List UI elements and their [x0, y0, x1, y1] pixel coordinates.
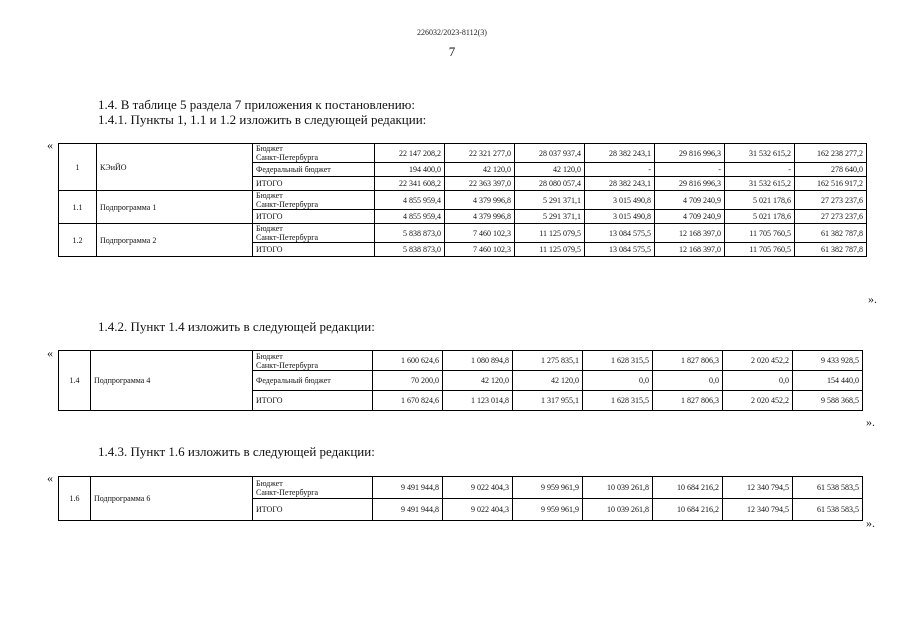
- year-value-cell: 1 827 806,3: [653, 391, 723, 411]
- item-number: 1.1: [59, 191, 97, 224]
- closing-quote: ».: [868, 292, 877, 306]
- total-value-cell: 162 238 277,2: [795, 144, 867, 163]
- table-row: [59, 351, 863, 371]
- year-value-cell: 5 838 873,0: [375, 243, 445, 257]
- budget-table-items-1-1.2: [58, 143, 867, 257]
- funding-source: ИТОГО: [253, 391, 373, 411]
- opening-quote: «: [47, 138, 53, 152]
- year-value-cell: 29 816 996,3: [655, 144, 725, 163]
- opening-quote: «: [47, 346, 53, 360]
- year-value-cell: 2 020 452,2: [723, 351, 793, 371]
- year-value-cell: 1 600 624,6: [373, 351, 443, 371]
- year-value-cell: 3 015 490,8: [585, 210, 655, 224]
- year-value-cell: 28 037 937,4: [515, 144, 585, 163]
- year-value-cell: 1 670 824,6: [373, 391, 443, 411]
- funding-source: Бюджет Санкт-Петербурга: [253, 144, 375, 163]
- item-number: 1.2: [59, 224, 97, 257]
- closing-quote: ».: [866, 415, 875, 429]
- year-value-cell: 22 341 608,2: [375, 177, 445, 191]
- total-value-cell: 27 273 237,6: [795, 210, 867, 224]
- opening-quote: «: [47, 471, 53, 485]
- year-value-cell: 4 709 240,9: [655, 210, 725, 224]
- year-value-cell: 5 021 178,6: [725, 191, 795, 210]
- year-value-cell: 22 147 208,2: [375, 144, 445, 163]
- budget-table-item-1-4: [58, 350, 863, 411]
- year-value-cell: 5 291 371,1: [515, 210, 585, 224]
- item-number: 1: [59, 144, 97, 191]
- year-value-cell: 1 317 955,1: [513, 391, 583, 411]
- funding-source: ИТОГО: [253, 177, 375, 191]
- total-value-cell: 9 433 928,5: [793, 351, 863, 371]
- year-value-cell: 10 684 216,2: [653, 477, 723, 499]
- table-row: [59, 477, 863, 499]
- year-value-cell: 4 379 996,8: [445, 210, 515, 224]
- table-row: [59, 144, 867, 163]
- year-value-cell: 9 959 961,9: [513, 499, 583, 521]
- funding-source: Федеральный бюджет: [253, 163, 375, 177]
- year-value-cell: 12 340 794,5: [723, 477, 793, 499]
- closing-quote: ».: [866, 516, 875, 530]
- year-value-cell: 7 460 102,3: [445, 224, 515, 243]
- year-value-cell: 11 705 760,5: [725, 224, 795, 243]
- item-name: Подпрограмма 6: [91, 477, 253, 521]
- year-value-cell: 4 709 240,9: [655, 191, 725, 210]
- funding-source: Бюджет Санкт-Петербурга: [253, 351, 373, 371]
- year-value-cell: -: [725, 163, 795, 177]
- total-value-cell: 278 640,0: [795, 163, 867, 177]
- year-value-cell: 28 382 243,1: [585, 144, 655, 163]
- year-value-cell: 13 084 575,5: [585, 224, 655, 243]
- year-value-cell: 9 491 944,8: [373, 499, 443, 521]
- item-name: Подпрограмма 2: [97, 224, 253, 257]
- budget-table-item-1-6: [58, 476, 863, 521]
- page-number: 7: [448, 44, 456, 59]
- funding-source: Бюджет Санкт-Петербурга: [253, 224, 375, 243]
- year-value-cell: 4 379 996,8: [445, 191, 515, 210]
- year-value-cell: 13 084 575,5: [585, 243, 655, 257]
- year-value-cell: 12 340 794,5: [723, 499, 793, 521]
- total-value-cell: 61 382 787,8: [795, 243, 867, 257]
- funding-source: Федеральный бюджет: [253, 371, 373, 391]
- year-value-cell: 28 382 243,1: [585, 177, 655, 191]
- year-value-cell: 10 684 216,2: [653, 499, 723, 521]
- paragraph-1-4-2: 1.4.2. Пункт 1.4 изложить в следующей редакции:: [98, 319, 375, 334]
- item-name: Подпрограмма 4: [91, 351, 253, 411]
- year-value-cell: 9 022 404,3: [443, 499, 513, 521]
- year-value-cell: 5 021 178,6: [725, 210, 795, 224]
- year-value-cell: 22 363 397,0: [445, 177, 515, 191]
- total-value-cell: 162 516 917,2: [795, 177, 867, 191]
- total-value-cell: 61 382 787,8: [795, 224, 867, 243]
- year-value-cell: 28 080 057,4: [515, 177, 585, 191]
- year-value-cell: 42 120,0: [513, 371, 583, 391]
- funding-source: Бюджет Санкт-Петербурга: [253, 477, 373, 499]
- year-value-cell: 1 827 806,3: [653, 351, 723, 371]
- total-value-cell: 61 538 583,5: [793, 499, 863, 521]
- item-number: 1.4: [59, 351, 91, 411]
- year-value-cell: 29 816 996,3: [655, 177, 725, 191]
- year-value-cell: 42 120,0: [443, 371, 513, 391]
- year-value-cell: 1 628 315,5: [583, 391, 653, 411]
- year-value-cell: 5 838 873,0: [375, 224, 445, 243]
- year-value-cell: 4 855 959,4: [375, 191, 445, 210]
- table-row: [59, 224, 867, 243]
- year-value-cell: 0,0: [723, 371, 793, 391]
- year-value-cell: 7 460 102,3: [445, 243, 515, 257]
- year-value-cell: 2 020 452,2: [723, 391, 793, 411]
- funding-source: ИТОГО: [253, 499, 373, 521]
- total-value-cell: 27 273 237,6: [795, 191, 867, 210]
- year-value-cell: 1 628 315,5: [583, 351, 653, 371]
- year-value-cell: -: [655, 163, 725, 177]
- year-value-cell: 194 400,0: [375, 163, 445, 177]
- funding-source: Бюджет Санкт-Петербурга: [253, 191, 375, 210]
- year-value-cell: 11 125 079,5: [515, 243, 585, 257]
- year-value-cell: 1 275 835,1: [513, 351, 583, 371]
- year-value-cell: 9 491 944,8: [373, 477, 443, 499]
- paragraph-1-4-3: 1.4.3. Пункт 1.6 изложить в следующей редакции:: [98, 444, 375, 459]
- year-value-cell: 10 039 261,8: [583, 499, 653, 521]
- total-value-cell: 154 440,0: [793, 371, 863, 391]
- year-value-cell: 9 022 404,3: [443, 477, 513, 499]
- document-code: 226032/2023-8112(3): [417, 28, 487, 37]
- table-row: [59, 191, 867, 210]
- year-value-cell: 3 015 490,8: [585, 191, 655, 210]
- item-number: 1.6: [59, 477, 91, 521]
- item-name: Подпрограмма 1: [97, 191, 253, 224]
- year-value-cell: 31 532 615,2: [725, 144, 795, 163]
- year-value-cell: 11 125 079,5: [515, 224, 585, 243]
- funding-source: ИТОГО: [253, 243, 375, 257]
- year-value-cell: 12 168 397,0: [655, 243, 725, 257]
- year-value-cell: 70 200,0: [373, 371, 443, 391]
- paragraph-1-4: 1.4. В таблице 5 раздела 7 приложения к постановлению:: [98, 97, 416, 112]
- year-value-cell: 42 120,0: [445, 163, 515, 177]
- paragraph-1-4-1: 1.4.1. Пункты 1, 1.1 и 1.2 изложить в следующей редакции:: [98, 112, 427, 127]
- year-value-cell: 1 123 014,8: [443, 391, 513, 411]
- year-value-cell: 4 855 959,4: [375, 210, 445, 224]
- year-value-cell: 10 039 261,8: [583, 477, 653, 499]
- year-value-cell: 22 321 277,0: [445, 144, 515, 163]
- year-value-cell: 1 080 894,8: [443, 351, 513, 371]
- year-value-cell: 12 168 397,0: [655, 224, 725, 243]
- year-value-cell: 11 705 760,5: [725, 243, 795, 257]
- year-value-cell: 9 959 961,9: [513, 477, 583, 499]
- total-value-cell: 61 538 583,5: [793, 477, 863, 499]
- year-value-cell: 5 291 371,1: [515, 191, 585, 210]
- year-value-cell: -: [585, 163, 655, 177]
- year-value-cell: 0,0: [653, 371, 723, 391]
- item-name: КЭиЙО: [97, 144, 253, 191]
- year-value-cell: 31 532 615,2: [725, 177, 795, 191]
- year-value-cell: 0,0: [583, 371, 653, 391]
- year-value-cell: 42 120,0: [515, 163, 585, 177]
- funding-source: ИТОГО: [253, 210, 375, 224]
- total-value-cell: 9 588 368,5: [793, 391, 863, 411]
